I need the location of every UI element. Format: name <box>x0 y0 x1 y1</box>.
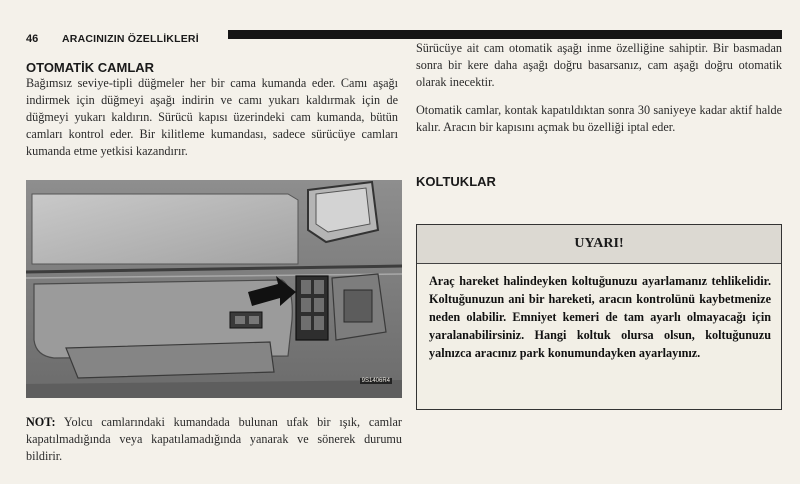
door-panel-figure <box>26 180 402 398</box>
warning-text: Araç hareket halindeyken koltuğunuzu ayarlamanız tehlikelidir. Koltuğunuzun ani bir hareketi, aracın kontrolünü kaybetmenize neden olabilir. Emniyet kemeri de tam ayarlı olmayacağı için yaralanabilirsiniz. Hangi koltuk olursa olsun, koltuğunuzu yalnızca aracınız park konumundayken ayarlayınız. <box>429 274 771 360</box>
note-paragraph <box>26 414 402 465</box>
left-column <box>26 60 398 160</box>
chapter-title: ARACINIZIN ÖZELLİKLERİ <box>62 33 199 45</box>
right-column <box>416 40 782 189</box>
note-text: Yolcu camlarındaki kumandada bulunan ufak bir ışık, camlar kapatılmadığında veya kapatılamadığında yanarak ve sönerek durumu bildirir. <box>26 415 402 463</box>
figure-code: 9S1406R4 <box>361 378 390 384</box>
window-glass <box>32 194 298 264</box>
note-label: NOT: <box>26 415 56 429</box>
section-title-seats: KOLTUKLAR <box>416 174 496 189</box>
armrest <box>66 342 274 378</box>
power-windows-paragraph: Bağımsız seviye-tipli düğmeler her bir cama kumanda eder. Camı aşağı indirmek için düğmeyi aşağı indirin ve camı yukarı kaldırmak için de düğmeyi yukarı kaldırın. Sürücü kapısı üzerindeki cam kumanda, bütün camları kontrol eder. Bir kilitleme kumandası, sadece sürücüye camları kumanda etme yetkisi kazandırır. <box>26 76 398 158</box>
warning-title: UYARI! <box>417 225 781 264</box>
warning-box <box>416 224 782 410</box>
section-title-power-windows: OTOMATİK CAMLAR <box>26 60 155 75</box>
page-number: 46 <box>26 33 39 45</box>
auto-down-paragraph: Sürücüye ait cam otomatik aşağı inme özelliğine sahiptir. Bir basmadan sonra bir kere daha aşağı doğru basarsanız, cam aşağı doğru otomatik olarak inecektir. <box>416 41 782 89</box>
header-rule <box>228 30 782 39</box>
timeout-paragraph: Otomatik camlar, kontak kapatıldıktan sonra 30 saniyeye kadar aktif halde kalır. Aracın bir kapısını açmak bu özelliği iptal eder. <box>416 103 782 134</box>
